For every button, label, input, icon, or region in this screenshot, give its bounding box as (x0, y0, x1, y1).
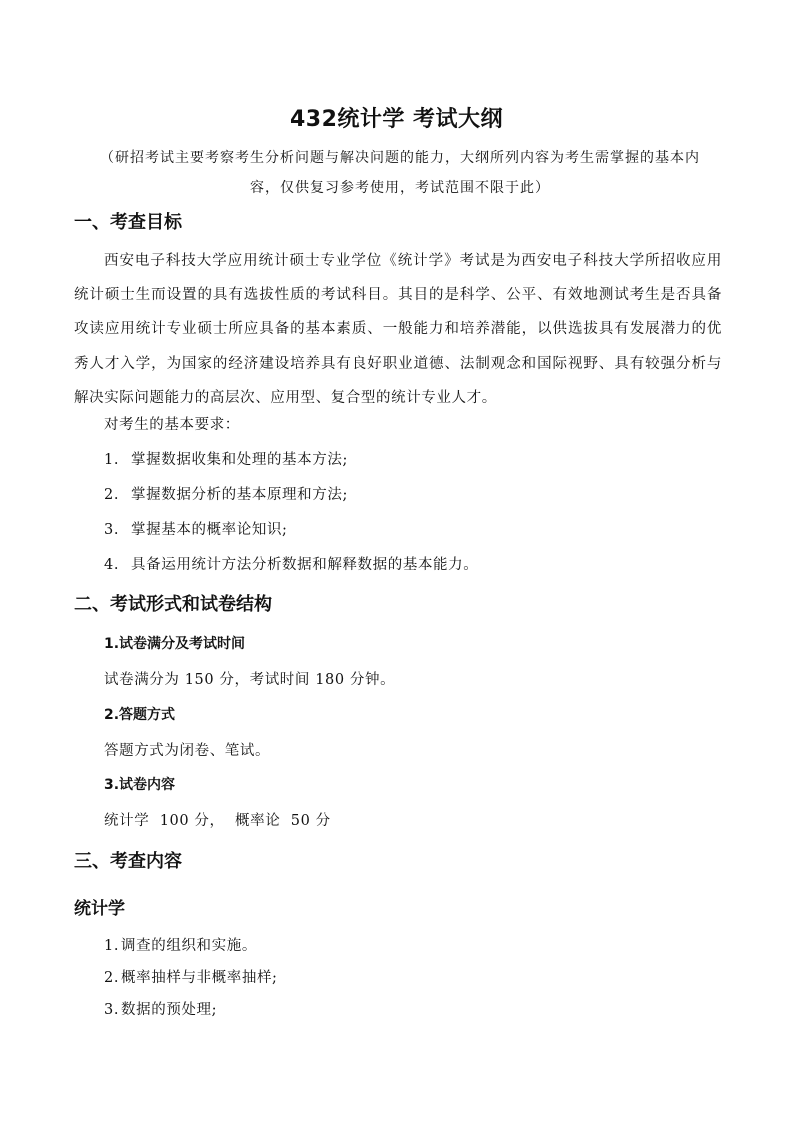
list-item (104, 518, 288, 539)
list-item-text: 掌握基本的概率论知识; (131, 522, 288, 538)
list-item-text: 具备运用统计方法分析数据和解释数据的基本能力。 (131, 557, 479, 573)
objectives-paragraph (74, 244, 722, 415)
subheading-statistics: 统计学 (74, 899, 125, 919)
list-item-text: 概率抽样与非概率抽样; (121, 970, 278, 986)
subsection-text-score-time: 试卷满分为 150 分，考试时间 180 分钟。 (104, 672, 396, 688)
subsection-heading-answer-method: 2.答题方式 (104, 707, 176, 723)
list-item-text: 调查的组织和实施。 (121, 938, 257, 954)
list-item-number: 2. (104, 970, 120, 986)
list-item-number: 4. (104, 557, 120, 573)
requirements-intro: 对考生的基本要求： (104, 417, 240, 433)
subsection-text-answer-method: 答题方式为闭卷、笔试。 (104, 743, 271, 759)
list-item (104, 998, 217, 1019)
section-heading-exam-format: 二、考试形式和试卷结构 (74, 594, 272, 615)
list-item-number: 1. (104, 452, 120, 468)
subsection-heading-paper-content: 3.试卷内容 (104, 777, 176, 793)
list-item (104, 553, 478, 574)
section-heading-objectives: 一、考查目标 (74, 212, 182, 233)
list-item-number: 3. (104, 522, 120, 538)
objectives-paragraph-text: 西安电子科技大学应用统计硕士专业学位《统计学》考试是为西安电子科技大学所招收应用统计硕士生而设置的具有选拔性质的考试科目。其目的是科学、公平、有效地测试考生是否具备攻读应用统计专业硕士所应具备的基本素质、一般能力和培养潜能，以供选拔具有发展潜力的优秀人才入学，为国家的经济建设培养具有良好职业道德、法制观念和国际视野、具有较强分析与解决实际问题能力的高层次、应用型、复合型的统计专业人才。 (74, 253, 722, 406)
list-item (104, 483, 348, 504)
list-item-number: 1. (104, 938, 120, 954)
subsection-heading-score-time: 1.试卷满分及考试时间 (104, 636, 246, 652)
list-item (104, 448, 348, 469)
list-item-text: 掌握数据收集和处理的基本方法; (131, 452, 348, 468)
list-item-text: 掌握数据分析的基本原理和方法; (131, 487, 348, 503)
list-item-number: 3. (104, 1002, 120, 1018)
document-title: 432统计学 考试大纲 (289, 107, 504, 132)
list-item-number: 2. (104, 487, 120, 503)
section-heading-exam-content: 三、考查内容 (74, 851, 182, 872)
list-item (104, 934, 257, 955)
list-item-text: 数据的预处理; (121, 1002, 218, 1018)
document-subtitle: （研招考试主要考察考生分析问题与解决问题的能力，大纲所列内容为考生需掌握的基本内容，仅供复习参考使用，考试范围不限于此） (100, 150, 700, 196)
list-item (104, 966, 278, 987)
subsection-text-paper-content: 统计学 100 分， 概率论 50 分 (104, 813, 331, 829)
